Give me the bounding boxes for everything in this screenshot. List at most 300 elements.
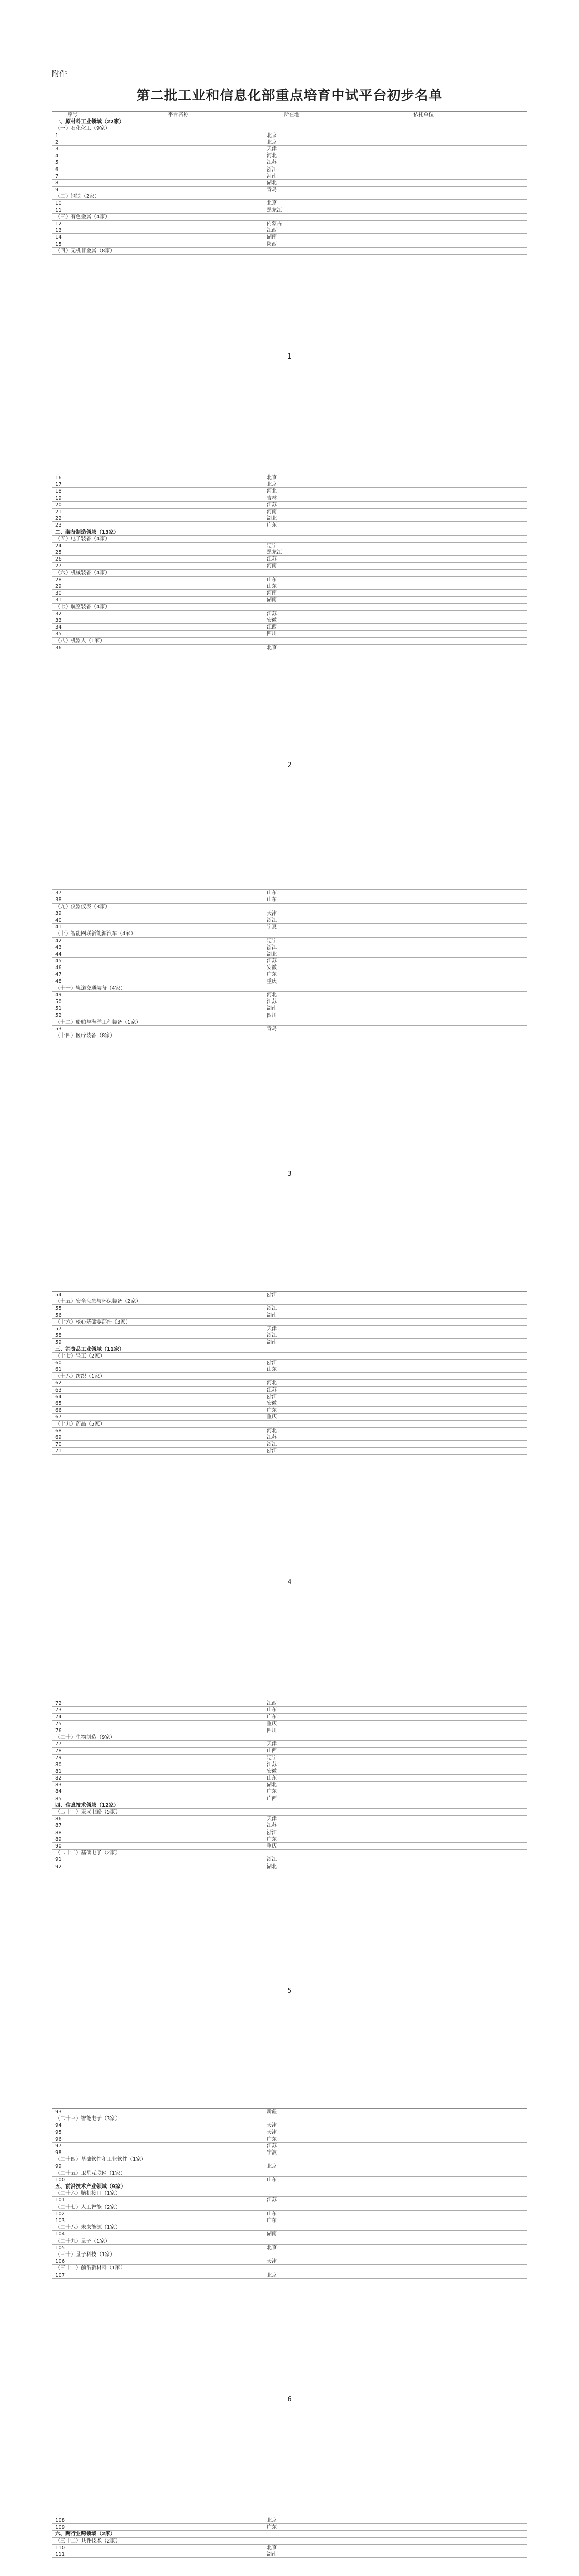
row-number: 34 — [52, 624, 93, 630]
section-heading — [52, 1346, 527, 1353]
region-cell: 黑龙江 — [263, 549, 320, 555]
region-cell: 浙江 — [263, 166, 320, 173]
row-number: 27 — [52, 563, 93, 569]
table-row — [52, 495, 527, 502]
table-row — [52, 2217, 527, 2224]
subsection-heading — [52, 1032, 527, 1039]
table-row — [52, 1829, 527, 1836]
list-table — [52, 111, 527, 255]
region-cell: 江苏 — [263, 998, 320, 1005]
table-row — [52, 1836, 527, 1843]
table-row — [52, 549, 527, 556]
host-unit — [320, 159, 527, 165]
table-row — [52, 1448, 527, 1454]
region-cell: 陕西 — [263, 241, 320, 247]
subsection-heading — [52, 2538, 527, 2545]
platform-name — [93, 1026, 263, 1032]
table-row — [52, 2197, 527, 2204]
host-unit — [320, 910, 527, 917]
page-number: 4 — [287, 1579, 292, 1586]
row-number: 13 — [52, 227, 93, 233]
table-row — [52, 1434, 527, 1441]
table-row — [52, 227, 527, 234]
region-cell: 北京 — [263, 200, 320, 206]
table-row — [52, 515, 527, 522]
platform-name — [93, 1863, 263, 1870]
region-cell: 浙江 — [263, 1856, 320, 1862]
table-header — [52, 112, 527, 118]
heading-text: （十五）安全应急与环保装备（2家） — [55, 1299, 141, 1305]
host-unit — [320, 2272, 527, 2278]
platform-name — [93, 543, 263, 549]
platform-name — [93, 910, 263, 917]
table-row — [52, 1428, 527, 1434]
platform-name — [93, 971, 263, 977]
platform-name — [93, 1782, 263, 1788]
platform-name — [93, 1755, 263, 1761]
region-cell: 广东 — [263, 2217, 320, 2224]
host-unit — [320, 1775, 527, 1781]
host-unit — [320, 234, 527, 240]
host-unit — [320, 998, 527, 1005]
host-unit — [320, 1407, 527, 1413]
region-cell: 浙江 — [263, 1292, 320, 1298]
region-cell: 浙江 — [263, 1441, 320, 1447]
region-cell: 天津 — [263, 1741, 320, 1747]
host-unit — [320, 924, 527, 930]
row-number: 32 — [52, 611, 93, 617]
host-unit — [320, 958, 527, 964]
region-cell: 四川 — [263, 1727, 320, 1734]
subsection-heading — [52, 1850, 527, 1856]
row-number: 71 — [52, 1448, 93, 1454]
table-row — [52, 978, 527, 985]
subsection-heading — [52, 985, 527, 992]
table-row — [52, 1700, 527, 1707]
host-unit — [320, 1387, 527, 1393]
heading-text: （三十一）前沿新材料（1家） — [55, 2265, 126, 2272]
region-cell: 湖北 — [263, 1863, 320, 1870]
table-row — [52, 1748, 527, 1754]
host-unit — [320, 207, 527, 213]
platform-name — [93, 1012, 263, 1019]
platform-name — [93, 1822, 263, 1828]
row-number: 14 — [52, 234, 93, 240]
region-cell: 湖南 — [263, 1339, 320, 1345]
host-unit — [320, 549, 527, 555]
table-row — [52, 221, 527, 227]
row-number — [52, 883, 93, 889]
row-number: 53 — [52, 1026, 93, 1032]
table-row — [52, 577, 527, 583]
region-cell: 江苏 — [263, 502, 320, 508]
region-cell: 北京 — [263, 2245, 320, 2251]
row-number: 109 — [52, 2524, 93, 2530]
heading-text: （十七）轻工（2家） — [55, 1353, 105, 1359]
row-number: 67 — [52, 1414, 93, 1420]
row-number: 64 — [52, 1394, 93, 1400]
subsection-heading — [52, 1353, 527, 1360]
row-number: 60 — [52, 1360, 93, 1366]
host-unit — [320, 2231, 527, 2237]
host-unit — [320, 1863, 527, 1870]
row-number: 22 — [52, 515, 93, 521]
row-number: 1 — [52, 132, 93, 139]
host-unit — [320, 1788, 527, 1794]
host-unit — [320, 1292, 527, 1298]
row-number: 23 — [52, 522, 93, 528]
host-unit — [320, 1434, 527, 1440]
platform-name — [93, 152, 263, 159]
host-unit — [320, 563, 527, 569]
subsection-heading — [52, 2115, 527, 2122]
row-number: 93 — [52, 2109, 93, 2115]
region-cell: 江苏 — [263, 958, 320, 964]
platform-name — [93, 207, 263, 213]
host-unit — [320, 2122, 527, 2128]
row-number: 78 — [52, 1748, 93, 1754]
list-table — [52, 1700, 527, 1870]
region-cell: 山东 — [263, 583, 320, 589]
platform-name — [93, 481, 263, 487]
subsection-heading — [52, 2224, 527, 2231]
page-number: 2 — [287, 761, 292, 769]
region-cell: 湖南 — [263, 2231, 320, 2237]
table-row — [52, 1727, 527, 1734]
host-unit — [320, 1761, 527, 1768]
table-row — [52, 1380, 527, 1386]
region-cell: 重庆 — [263, 1721, 320, 1727]
platform-name — [93, 944, 263, 951]
row-number: 11 — [52, 207, 93, 213]
host-unit — [320, 2143, 527, 2149]
platform-name — [93, 1829, 263, 1836]
table-row — [52, 1441, 527, 1448]
row-number: 30 — [52, 590, 93, 596]
table-row — [52, 1407, 527, 1414]
host-unit — [320, 241, 527, 247]
heading-text: （十八）纺织（1家） — [55, 1374, 105, 1380]
subsection-heading — [52, 125, 527, 132]
host-unit — [320, 488, 527, 494]
region-cell: 湖北 — [263, 951, 320, 957]
table-row — [52, 2129, 527, 2136]
host-unit — [320, 1836, 527, 1842]
host-unit — [320, 1360, 527, 1366]
row-number: 86 — [52, 1816, 93, 1822]
platform-name — [93, 1400, 263, 1406]
subsection-heading — [52, 2156, 527, 2163]
row-number: 81 — [52, 1768, 93, 1774]
host-unit — [320, 2524, 527, 2530]
table-row — [52, 502, 527, 509]
subsection-heading — [52, 604, 527, 611]
platform-name — [93, 1326, 263, 1332]
region-cell: 新疆 — [263, 2109, 320, 2115]
row-number: 76 — [52, 1727, 93, 1734]
table-row — [52, 1394, 527, 1400]
table-row — [52, 1332, 527, 1339]
host-unit — [320, 992, 527, 998]
heading-text: （十四）医疗装备（8家） — [55, 1033, 115, 1039]
region-cell: 浙江 — [263, 1829, 320, 1836]
host-unit — [320, 146, 527, 152]
platform-name — [93, 2149, 263, 2156]
region-cell: 浙江 — [263, 1448, 320, 1454]
row-number: 10 — [52, 200, 93, 206]
subsection-heading — [52, 1734, 527, 1741]
platform-name — [93, 2551, 263, 2557]
region-cell: 北京 — [263, 474, 320, 481]
row-number: 61 — [52, 1366, 93, 1372]
region-cell: 山西 — [263, 1748, 320, 1754]
subsection-heading — [52, 570, 527, 577]
row-number: 101 — [52, 2197, 93, 2203]
region-cell: 北京 — [263, 2272, 320, 2278]
table-row — [52, 1707, 527, 1714]
platform-name — [93, 221, 263, 227]
row-number: 20 — [52, 502, 93, 508]
region-cell: 河南 — [263, 590, 320, 596]
platform-name — [93, 180, 263, 186]
region-cell: 天津 — [263, 2129, 320, 2136]
region-cell: 江苏 — [263, 2143, 320, 2149]
page-number: 6 — [287, 2396, 292, 2403]
host-unit — [320, 139, 527, 145]
row-number: 47 — [52, 971, 93, 977]
table-row — [52, 910, 527, 917]
table-row — [52, 509, 527, 515]
platform-name — [93, 563, 263, 569]
table-row — [52, 200, 527, 207]
host-unit — [320, 481, 527, 487]
host-unit — [320, 1441, 527, 1447]
section-heading — [52, 118, 527, 125]
platform-name — [93, 1761, 263, 1768]
document-page — [0, 0, 579, 409]
row-number: 45 — [52, 958, 93, 964]
table-row — [52, 2517, 527, 2524]
host-unit — [320, 1822, 527, 1828]
platform-name — [93, 2163, 263, 2170]
host-unit — [320, 2517, 527, 2523]
table-row — [52, 624, 527, 631]
region-cell: 辽宁 — [263, 543, 320, 549]
platform-name — [93, 1448, 263, 1454]
region-cell: 河北 — [263, 992, 320, 998]
platform-name — [93, 2231, 263, 2237]
table-row — [52, 2109, 527, 2115]
platform-name — [93, 1721, 263, 1727]
region-cell: 广东 — [263, 971, 320, 977]
host-unit — [320, 1326, 527, 1332]
heading-text: （六）机械装备（4家） — [55, 570, 110, 576]
row-number: 58 — [52, 1332, 93, 1338]
row-number: 12 — [52, 221, 93, 227]
platform-name — [93, 556, 263, 562]
region-cell: 江西 — [263, 227, 320, 233]
host-unit — [320, 2197, 527, 2203]
row-number: 26 — [52, 556, 93, 562]
host-unit — [320, 631, 527, 637]
host-unit — [320, 944, 527, 951]
heading-text: （五）电子装备（4家） — [55, 536, 110, 542]
region-cell: 江苏 — [263, 1761, 320, 1768]
row-number: 87 — [52, 1822, 93, 1828]
platform-name — [93, 917, 263, 923]
platform-name — [93, 2197, 263, 2203]
row-number: 89 — [52, 1836, 93, 1842]
platform-name — [93, 1380, 263, 1386]
section-heading — [52, 529, 527, 536]
header-no: 序号 — [52, 112, 93, 118]
table-row — [52, 139, 527, 146]
platform-name — [93, 1768, 263, 1774]
list-table — [52, 474, 527, 651]
row-number: 25 — [52, 549, 93, 555]
table-row — [52, 543, 527, 549]
platform-name — [93, 159, 263, 165]
platform-name — [93, 132, 263, 139]
table-row — [52, 207, 527, 214]
heading-text: 四、信息技术领域（12家） — [55, 1802, 119, 1808]
heading-text: （二十二）基础电子（2家） — [55, 1850, 121, 1856]
table-row — [52, 2149, 527, 2156]
platform-name — [93, 958, 263, 964]
table-row — [52, 1775, 527, 1782]
host-unit — [320, 474, 527, 481]
host-unit — [320, 964, 527, 971]
host-unit — [320, 1795, 527, 1802]
row-number: 9 — [52, 187, 93, 193]
table-row — [52, 522, 527, 529]
heading-text: （十九）药品（5家） — [55, 1421, 105, 1427]
table-row — [52, 2122, 527, 2129]
host-unit — [320, 1843, 527, 1849]
platform-name — [93, 1788, 263, 1794]
region-cell: 内蒙古 — [263, 221, 320, 227]
host-unit — [320, 577, 527, 583]
table-row — [52, 1843, 527, 1850]
region-cell: 江苏 — [263, 611, 320, 617]
row-number: 52 — [52, 1012, 93, 1019]
region-cell: 湖南 — [263, 234, 320, 240]
table-row — [52, 1795, 527, 1802]
heading-text: 五、前沿技术产业领域（9家） — [55, 2184, 126, 2190]
platform-name — [93, 1843, 263, 1849]
subsection-heading — [52, 2251, 527, 2258]
region-cell: 北京 — [263, 481, 320, 487]
region-cell: 湖南 — [263, 597, 320, 603]
region-cell: 江西 — [263, 1700, 320, 1706]
heading-text: 二、装备制造领域（13家） — [55, 529, 119, 535]
row-number: 90 — [52, 1843, 93, 1849]
row-number: 59 — [52, 1339, 93, 1345]
platform-name — [93, 951, 263, 957]
subsection-heading — [52, 1421, 527, 1428]
row-number: 36 — [52, 645, 93, 651]
host-unit — [320, 951, 527, 957]
region-cell: 黑龙江 — [263, 207, 320, 213]
row-number: 99 — [52, 2163, 93, 2170]
platform-name — [93, 1707, 263, 1713]
region-cell: 山东 — [263, 577, 320, 583]
platform-name — [93, 2136, 263, 2142]
platform-name — [93, 1741, 263, 1747]
heading-text: （二十五）卫星互联网（1家） — [55, 2170, 126, 2176]
heading-text: （七）航空装备（4家） — [55, 604, 110, 610]
platform-name — [93, 1727, 263, 1734]
region-cell: 浙江 — [263, 1360, 320, 1366]
row-number: 54 — [52, 1292, 93, 1298]
platform-name — [93, 234, 263, 240]
region-cell: 江苏 — [263, 159, 320, 165]
section-heading — [52, 2183, 527, 2190]
row-number: 2 — [52, 139, 93, 145]
region-cell: 江苏 — [263, 2197, 320, 2203]
host-unit — [320, 1748, 527, 1754]
document-page — [0, 1634, 579, 2043]
region-cell: 山东 — [263, 1775, 320, 1781]
platform-name — [93, 583, 263, 589]
platform-name — [93, 590, 263, 596]
row-number: 100 — [52, 2177, 93, 2183]
subsection-heading — [52, 1319, 527, 1326]
row-number: 44 — [52, 951, 93, 957]
table-row — [52, 1012, 527, 1019]
platform-name — [93, 488, 263, 494]
region-cell: 湖南 — [263, 1005, 320, 1011]
heading-text: （二十八）未来能源（1家） — [55, 2225, 121, 2231]
region-cell: 山东 — [263, 2177, 320, 2183]
host-unit — [320, 227, 527, 233]
platform-name — [93, 924, 263, 930]
row-number: 85 — [52, 1795, 93, 1802]
heading-text: （十）智能网联新能源汽车（4家） — [55, 931, 136, 937]
region-cell — [263, 883, 320, 889]
row-number: 92 — [52, 1863, 93, 1870]
region-cell: 天津 — [263, 146, 320, 152]
host-unit — [320, 590, 527, 596]
host-unit — [320, 1721, 527, 1727]
table-row — [52, 2143, 527, 2149]
heading-text: （二十六）脑机接口（1家） — [55, 2191, 121, 2197]
row-number: 4 — [52, 152, 93, 159]
table-row — [52, 132, 527, 139]
table-row — [52, 1292, 527, 1298]
host-unit — [320, 1707, 527, 1713]
region-cell: 河北 — [263, 1380, 320, 1386]
host-unit — [320, 890, 527, 896]
platform-name — [93, 1714, 263, 1720]
region-cell: 浙江 — [263, 1332, 320, 1338]
platform-name — [93, 2217, 263, 2224]
heading-text: 一、原材料工业领域（22家） — [55, 119, 124, 125]
platform-name — [93, 241, 263, 247]
host-unit — [320, 1305, 527, 1311]
platform-name — [93, 2143, 263, 2149]
row-number: 69 — [52, 1434, 93, 1440]
heading-text: （二十）生物制造（9家） — [55, 1734, 115, 1740]
platform-name — [93, 502, 263, 508]
platform-name — [93, 998, 263, 1005]
row-number: 102 — [52, 2211, 93, 2217]
table-row — [52, 590, 527, 597]
host-unit — [320, 2245, 527, 2251]
document-page — [0, 2043, 579, 2451]
row-number: 73 — [52, 1707, 93, 1713]
region-cell: 北京 — [263, 645, 320, 651]
